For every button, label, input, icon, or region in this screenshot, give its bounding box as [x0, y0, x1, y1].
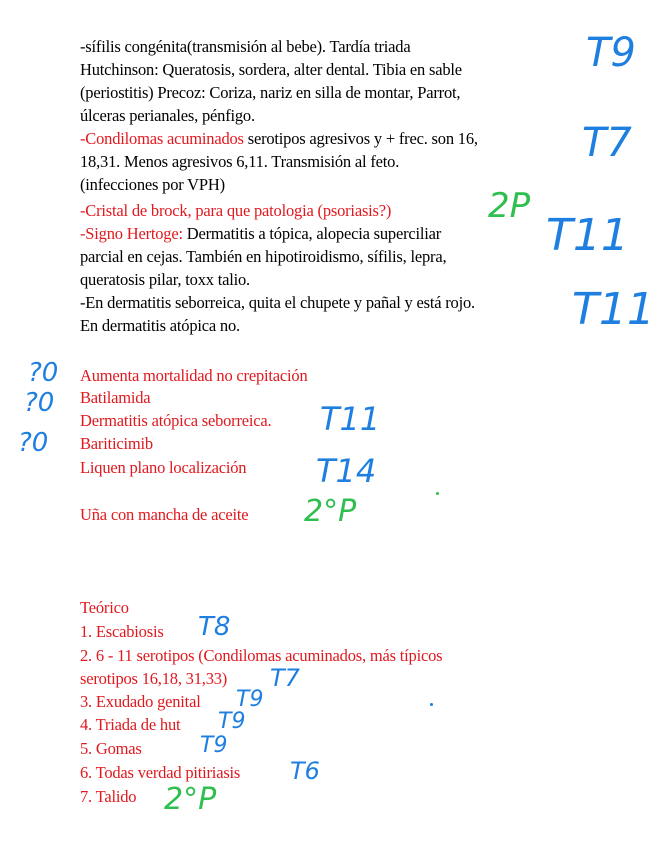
red-list-item: Aumenta mortalidad no crepitación	[80, 366, 308, 385]
handwritten-question: ?0	[28, 358, 59, 388]
teorico-item: 1. Escabiosis	[80, 622, 164, 641]
text-line	[80, 127, 478, 150]
red-list-item: Bariticimib	[80, 434, 153, 453]
text-line: -Cristal de brock, para que patologia (psoriasis?)	[80, 201, 392, 220]
teorico-item: 7. Talido	[80, 787, 137, 806]
handwritten-2p: 2P	[488, 186, 531, 226]
ink-dot	[430, 703, 433, 706]
teorico-item: 6. Todas verdad pitiriasis	[80, 763, 241, 782]
handwritten-t9: T9	[586, 30, 636, 76]
red-list-item: Batilamida	[80, 388, 151, 407]
handwritten-t6: T6	[290, 757, 320, 785]
text-line: úlceras perianales, pénfigo.	[80, 106, 255, 125]
text-line: -En dermatitis seborreica, quita el chupete y pañal y está rojo.	[80, 293, 475, 312]
text-line: 18,31. Menos agresivos 6,11. Transmisión al feto.	[80, 152, 400, 171]
teorico-item: serotipos 16,18, 31,33)	[80, 669, 228, 688]
handwritten-t8: T8	[198, 612, 231, 642]
section-title: Teórico	[80, 598, 129, 617]
handwritten-t9: T9	[218, 709, 246, 734]
text-line: (periostitis) Precoz: Coriza, nariz en silla de montar, Parrot,	[80, 83, 461, 102]
handwritten-t7: T7	[582, 120, 632, 166]
text-line: (infecciones por VPH)	[80, 175, 225, 194]
handwritten-t9: T9	[236, 687, 264, 712]
ink-dot	[436, 492, 439, 495]
highlight-term: -Condilomas acuminados	[80, 129, 244, 148]
highlight-term: -Signo Hertoge:	[80, 224, 183, 243]
text-line: -sífilis congénita(transmisión al bebe). Tardía triada	[80, 37, 411, 56]
text-line: Hutchinson: Queratosis, sordera, alter dental. Tibia en sable	[80, 60, 462, 79]
teorico-item: 2. 6 - 11 serotipos (Condilomas acuminados, más típicos	[80, 646, 443, 665]
text-line: parcial en cejas. También en hipotiroidismo, sífilis, lepra,	[80, 247, 447, 266]
handwritten-t7: T7	[270, 664, 300, 692]
red-list-item: Liquen plano localización	[80, 458, 247, 477]
text-line: En dermatitis atópica no.	[80, 316, 240, 335]
handwritten-2p: 2°P	[304, 494, 357, 529]
text-line: queratosis pilar, toxx talio.	[80, 270, 250, 289]
text-span: serotipos agresivos y + frec. son 16,	[243, 129, 478, 148]
handwritten-t14: T14	[316, 452, 377, 490]
text-line	[80, 222, 441, 245]
teorico-item: 4. Triada de hut	[80, 715, 181, 734]
red-list-item: Uña con mancha de aceite	[80, 505, 249, 524]
red-list-item: Dermatitis atópica seborreica.	[80, 411, 272, 430]
teorico-item: 5. Gomas	[80, 739, 142, 758]
handwritten-t11: T11	[546, 210, 629, 261]
teorico-item: 3. Exudado genital	[80, 692, 201, 711]
handwritten-2p: 2°P	[164, 782, 217, 817]
handwritten-question: ?0	[18, 428, 49, 458]
handwritten-question: ?0	[24, 388, 55, 418]
handwritten-t11: T11	[572, 284, 655, 335]
handwritten-t9: T9	[200, 733, 228, 758]
handwritten-t11: T11	[320, 400, 381, 438]
text-span: Dermatitis a tópica, alopecia superciliar	[182, 224, 442, 243]
